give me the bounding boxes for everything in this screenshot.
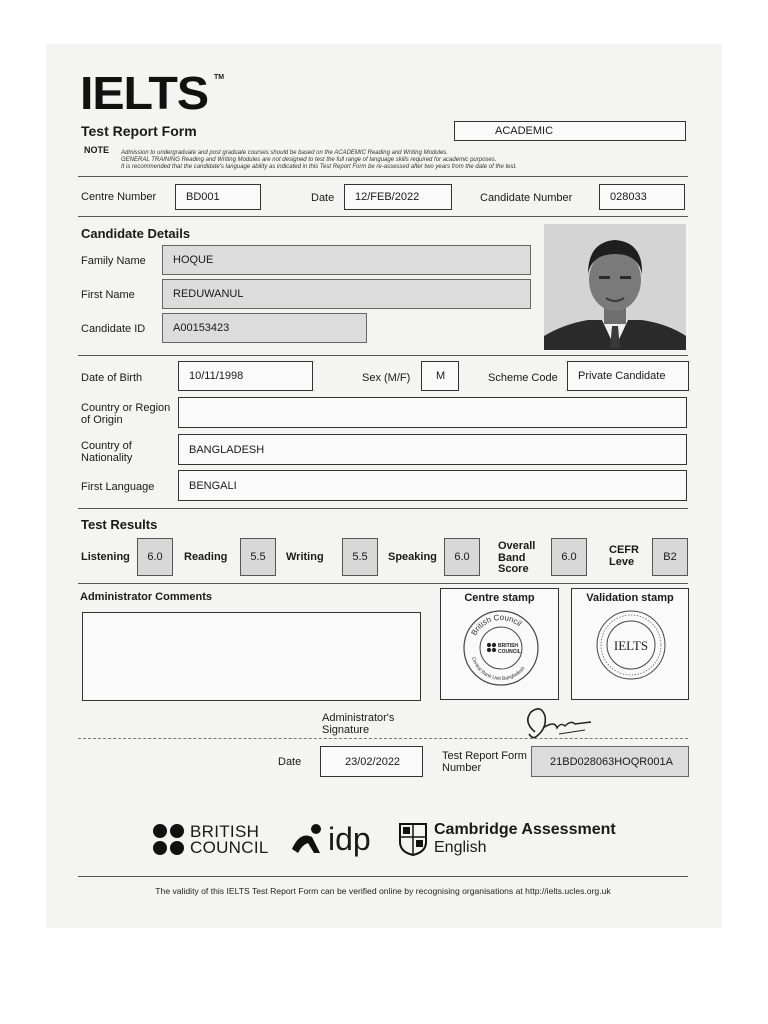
ielts-validation-seal-icon bbox=[595, 609, 667, 681]
british-council-stamp-icon bbox=[461, 608, 541, 688]
listening-label: Listening bbox=[81, 551, 130, 563]
validation-stamp-title: Validation stamp bbox=[586, 592, 674, 604]
first-name-value: REDUWANUL bbox=[173, 288, 244, 300]
origin-label-line-1: Country or Region bbox=[81, 402, 171, 414]
ielts-logo bbox=[80, 68, 208, 118]
nationality-field bbox=[178, 434, 687, 465]
nationality-label-line-1: Country of bbox=[81, 440, 132, 452]
first-name-field bbox=[162, 279, 531, 309]
divider bbox=[78, 876, 688, 877]
british-council-line-1: BRITISH bbox=[190, 822, 260, 841]
scheme-code-field bbox=[567, 361, 689, 391]
candidate-number-field bbox=[599, 184, 685, 210]
divider bbox=[78, 216, 688, 217]
overall-label-line-3: Score bbox=[498, 563, 529, 575]
idp-logo bbox=[290, 820, 371, 858]
speaking-score: 6.0 bbox=[444, 538, 480, 576]
first-name-label: First Name bbox=[81, 289, 135, 301]
cefr-level: B2 bbox=[652, 538, 688, 576]
admin-signature-label bbox=[322, 712, 394, 736]
british-council-logo bbox=[152, 822, 269, 858]
centre-stamp-box bbox=[440, 588, 559, 700]
divider bbox=[78, 583, 688, 584]
trademark-mark: TM bbox=[214, 74, 225, 81]
administrator-signature-icon bbox=[515, 702, 595, 742]
dob-field bbox=[178, 361, 313, 391]
trf-number-value: 21BD028063HOQR001A bbox=[550, 755, 673, 768]
form-title: Test Report Form bbox=[81, 123, 197, 139]
candidate-id-label: Candidate ID bbox=[81, 323, 146, 335]
overall-label-line-1: Overall bbox=[498, 540, 536, 552]
divider bbox=[78, 738, 688, 739]
admin-date-field bbox=[320, 746, 423, 777]
reading-label: Reading bbox=[184, 551, 228, 563]
candidate-details-title: Candidate Details bbox=[81, 226, 191, 241]
writing-label: Writing bbox=[286, 551, 324, 563]
cefr-label-line-2: Leve bbox=[609, 555, 635, 568]
nationality-label-line-2: Nationality bbox=[81, 452, 133, 464]
cefr-label-line-1: CEFR bbox=[609, 544, 639, 556]
trf-number-label-line-2: Number bbox=[442, 762, 482, 774]
centre-stamp-bottom-text: Central Bank Unit Bangladesh bbox=[469, 656, 527, 683]
test-results-title: Test Results bbox=[81, 517, 158, 532]
candidate-photo bbox=[544, 224, 686, 350]
note-line-3: It is recommended that the candidate's language ability as indicated in this Test Report Form be re-assessed after two years from the date of the test. bbox=[121, 164, 517, 170]
writing-score: 5.5 bbox=[342, 538, 378, 576]
centre-stamp-ring-text: British Council bbox=[469, 612, 524, 638]
scheme-code-value: Private Candidate bbox=[578, 370, 666, 382]
module-value: ACADEMIC bbox=[495, 125, 554, 137]
admin-signature-label-line-1: Administrator's bbox=[322, 712, 395, 724]
sex-value: M bbox=[436, 370, 446, 382]
admin-date-label: Date bbox=[278, 756, 302, 768]
cambridge-line-2: English bbox=[434, 839, 487, 856]
family-name-value: HOQUE bbox=[173, 254, 214, 266]
centre-stamp-inner-1: BRITISH bbox=[498, 643, 518, 649]
centre-stamp-title: Centre stamp bbox=[464, 592, 535, 604]
ielts-logo-text: IELTS bbox=[80, 67, 209, 119]
divider bbox=[78, 508, 688, 509]
overall-label-line-2: Band bbox=[498, 551, 526, 564]
first-language-field bbox=[178, 470, 687, 501]
british-council-wordmark bbox=[190, 824, 269, 856]
test-date-value: 12/FEB/2022 bbox=[355, 191, 420, 203]
test-date-label: Date bbox=[311, 192, 335, 204]
sex-label: Sex (M/F) bbox=[362, 372, 411, 384]
cambridge-shield-icon bbox=[398, 822, 428, 856]
candidate-number-value: 028033 bbox=[610, 191, 647, 203]
cefr-label bbox=[609, 545, 639, 568]
first-language-value: BENGALI bbox=[189, 479, 237, 492]
dob-value: 10/11/1998 bbox=[189, 370, 244, 382]
candidate-id-value: A00153423 bbox=[173, 322, 230, 334]
overall-band-label bbox=[498, 541, 535, 576]
speaking-label: Speaking bbox=[388, 551, 437, 563]
nationality-label bbox=[81, 440, 132, 464]
validation-stamp-text: IELTS bbox=[613, 638, 649, 653]
trf-number-label bbox=[442, 750, 527, 774]
validation-stamp-box bbox=[571, 588, 689, 700]
person-portrait-icon bbox=[544, 224, 686, 350]
centre-number-label: Centre Number bbox=[81, 191, 157, 203]
cambridge-logo bbox=[398, 819, 616, 859]
overall-band-score: 6.0 bbox=[551, 538, 587, 576]
idp-figure-icon bbox=[290, 823, 326, 855]
candidate-number-label: Candidate Number bbox=[480, 192, 573, 204]
divider bbox=[78, 176, 688, 177]
first-language-label: First Language bbox=[81, 481, 155, 493]
module-field bbox=[454, 121, 686, 141]
candidate-id-field bbox=[162, 313, 367, 343]
listening-score: 6.0 bbox=[137, 538, 173, 576]
validity-footer: The validity of this IELTS Test Report Form can be verified online by recognising organisations at http://ielts.ucles.org.uk bbox=[155, 886, 611, 896]
scheme-code-label: Scheme Code bbox=[488, 372, 558, 384]
note-label: NOTE bbox=[84, 145, 110, 155]
origin-label bbox=[81, 402, 170, 426]
origin-label-line-2: of Origin bbox=[81, 414, 123, 426]
dob-label: Date of Birth bbox=[81, 372, 143, 384]
cambridge-line-1: Cambridge Assessment bbox=[434, 821, 616, 838]
nationality-value: BANGLADESH bbox=[189, 443, 265, 456]
admin-comments-title: Administrator Comments bbox=[80, 591, 213, 603]
british-council-line-2: COUNCIL bbox=[190, 838, 269, 857]
trf-number-field bbox=[531, 746, 689, 777]
idp-wordmark: idp bbox=[328, 821, 371, 857]
note-line-1: Admission to undergraduate and post graduate courses should be based on the ACADEMIC Reading and Writing Modules. bbox=[121, 150, 448, 156]
family-name-label: Family Name bbox=[81, 255, 146, 267]
centre-number-value: BD001 bbox=[186, 191, 220, 203]
sex-field bbox=[421, 361, 459, 391]
test-date-field bbox=[344, 184, 452, 210]
centre-number-field bbox=[175, 184, 261, 210]
admin-date-value: 23/02/2022 bbox=[345, 755, 401, 768]
family-name-field bbox=[162, 245, 531, 275]
divider bbox=[78, 355, 688, 356]
note-line-2: GENERAL TRAINING Reading and Writing Modules are not designed to test the full range of language skills required for academic purposes. bbox=[121, 157, 497, 163]
cambridge-wordmark bbox=[434, 821, 616, 857]
trf-number-label-line-1: Test Report Form bbox=[442, 750, 527, 762]
reading-score: 5.5 bbox=[240, 538, 276, 576]
centre-stamp-inner-2: COUNCIL bbox=[498, 649, 521, 655]
admin-signature-label-line-2: Signature bbox=[322, 724, 370, 736]
admin-comments-box bbox=[82, 612, 421, 701]
british-council-dots-icon bbox=[152, 823, 186, 857]
origin-field bbox=[178, 397, 687, 428]
